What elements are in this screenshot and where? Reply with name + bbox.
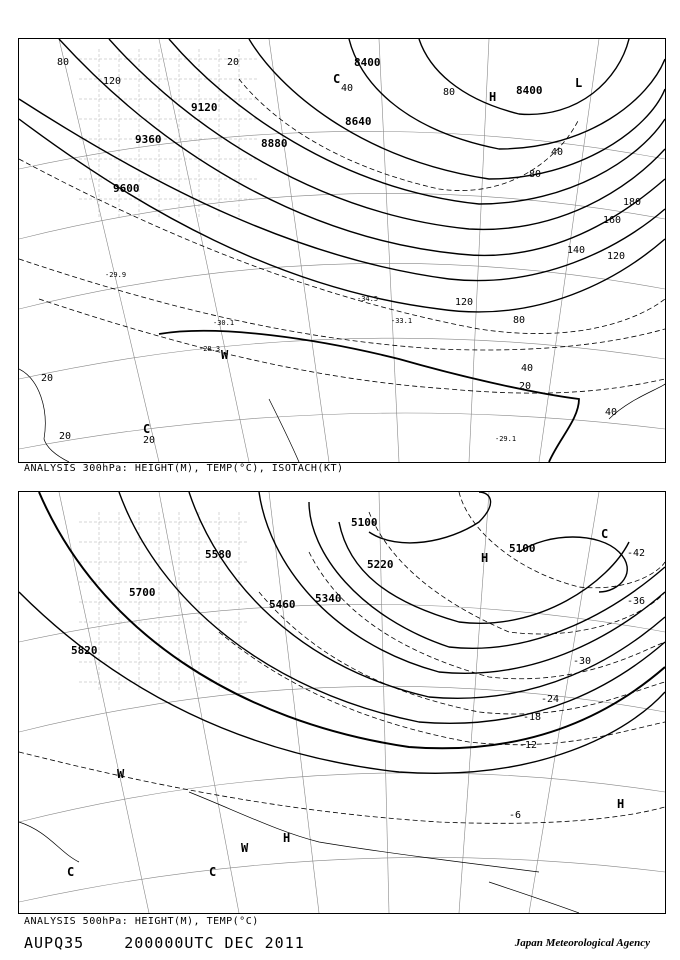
isotach-label: 80 — [529, 169, 542, 180]
coastline — [19, 792, 579, 913]
pressure-center: H — [481, 551, 489, 565]
height-label: 5820 — [71, 644, 98, 657]
height-label: 5100 — [351, 516, 378, 529]
temp-label: -12 — [519, 740, 538, 751]
pressure-center: W — [117, 767, 125, 781]
temp-label: -28.3 — [199, 345, 221, 353]
height-label: 9360 — [135, 133, 162, 146]
pressure-center: C — [67, 865, 75, 879]
height-label: 9600 — [113, 182, 140, 195]
height-label: 5700 — [129, 586, 156, 599]
caption-500hpa: ANALYSIS 500hPa: HEIGHT(M), TEMP(°C) — [24, 916, 259, 927]
isotach-label: 40 — [605, 407, 618, 418]
agency-name: Japan Meteorological Agency — [514, 937, 650, 949]
coastline — [19, 369, 665, 462]
pressure-center: C — [333, 72, 341, 86]
graticule — [19, 492, 665, 913]
isotach-label: 80 — [443, 87, 456, 98]
grid-hatch — [79, 49, 259, 219]
height-label: 5460 — [269, 598, 296, 611]
bulletin-code: AUPQ35 — [24, 934, 85, 952]
temp-label: -6 — [509, 810, 522, 821]
map-300hpa — [19, 39, 665, 462]
isotach-label: 120 — [607, 251, 626, 262]
temp-label: -34.5 — [357, 295, 379, 303]
bulletin-header — [24, 934, 335, 952]
grid-hatch — [79, 512, 249, 692]
temperature-contours — [19, 492, 665, 823]
isotach-label: 160 — [603, 215, 622, 226]
temp-label: -29.1 — [495, 435, 517, 443]
pressure-center: W — [241, 841, 249, 855]
isotach-label: 40 — [551, 147, 564, 158]
isotach-label: 120 — [455, 297, 474, 308]
pressure-center: H — [489, 90, 497, 104]
isotach-label: 140 — [567, 245, 586, 256]
height-label: 5100 — [509, 542, 536, 555]
pressure-center: C — [209, 865, 217, 879]
isotach-label: 20 — [41, 373, 54, 384]
isotach-label: 180 — [623, 197, 642, 208]
temp-label: -24 — [541, 694, 560, 705]
temp-label: -33.1 — [391, 317, 413, 325]
temp-label: -42 — [627, 548, 646, 559]
analysis-time: 200000UTC DEC 2011 — [124, 934, 305, 952]
height-label: 8400 — [354, 56, 381, 69]
pressure-center: C — [601, 527, 609, 541]
isotach-label: 20 — [519, 381, 532, 392]
isotach-label: 120 — [103, 76, 122, 87]
isotach-label: 80 — [513, 315, 526, 326]
height-label: 8400 — [516, 84, 543, 97]
pressure-center: W — [221, 348, 229, 362]
height-label: 9120 — [191, 101, 218, 114]
chart-500hpa — [18, 491, 666, 914]
temp-label: -18 — [523, 712, 542, 723]
height-label: 5220 — [367, 558, 394, 571]
height-label: 5580 — [205, 548, 232, 561]
height-label: 8640 — [345, 115, 372, 128]
temp-label: -36 — [627, 596, 646, 607]
height-label: 8880 — [261, 137, 288, 150]
isotach-label: 20 — [227, 57, 240, 68]
chart-300hpa — [18, 38, 666, 463]
isotach-label: 20 — [59, 431, 72, 442]
height-label: 5340 — [315, 592, 342, 605]
isotach-label: 20 — [143, 435, 156, 446]
temp-label: -30 — [573, 656, 592, 667]
pressure-center: L — [575, 76, 583, 90]
pressure-center: H — [617, 797, 625, 811]
pressure-center: C — [143, 422, 151, 436]
temp-label: -30.1 — [213, 319, 235, 327]
temp-label: -29.9 — [105, 271, 127, 279]
caption-300hpa: ANALYSIS 300hPa: HEIGHT(M), TEMP(°C), ISOTACH(KT) — [24, 463, 344, 474]
isotach-label: 80 — [57, 57, 70, 68]
isotach-label: 40 — [521, 363, 534, 374]
map-500hpa — [19, 492, 665, 913]
isotach-label: 40 — [341, 83, 354, 94]
pressure-center: H — [283, 831, 291, 845]
